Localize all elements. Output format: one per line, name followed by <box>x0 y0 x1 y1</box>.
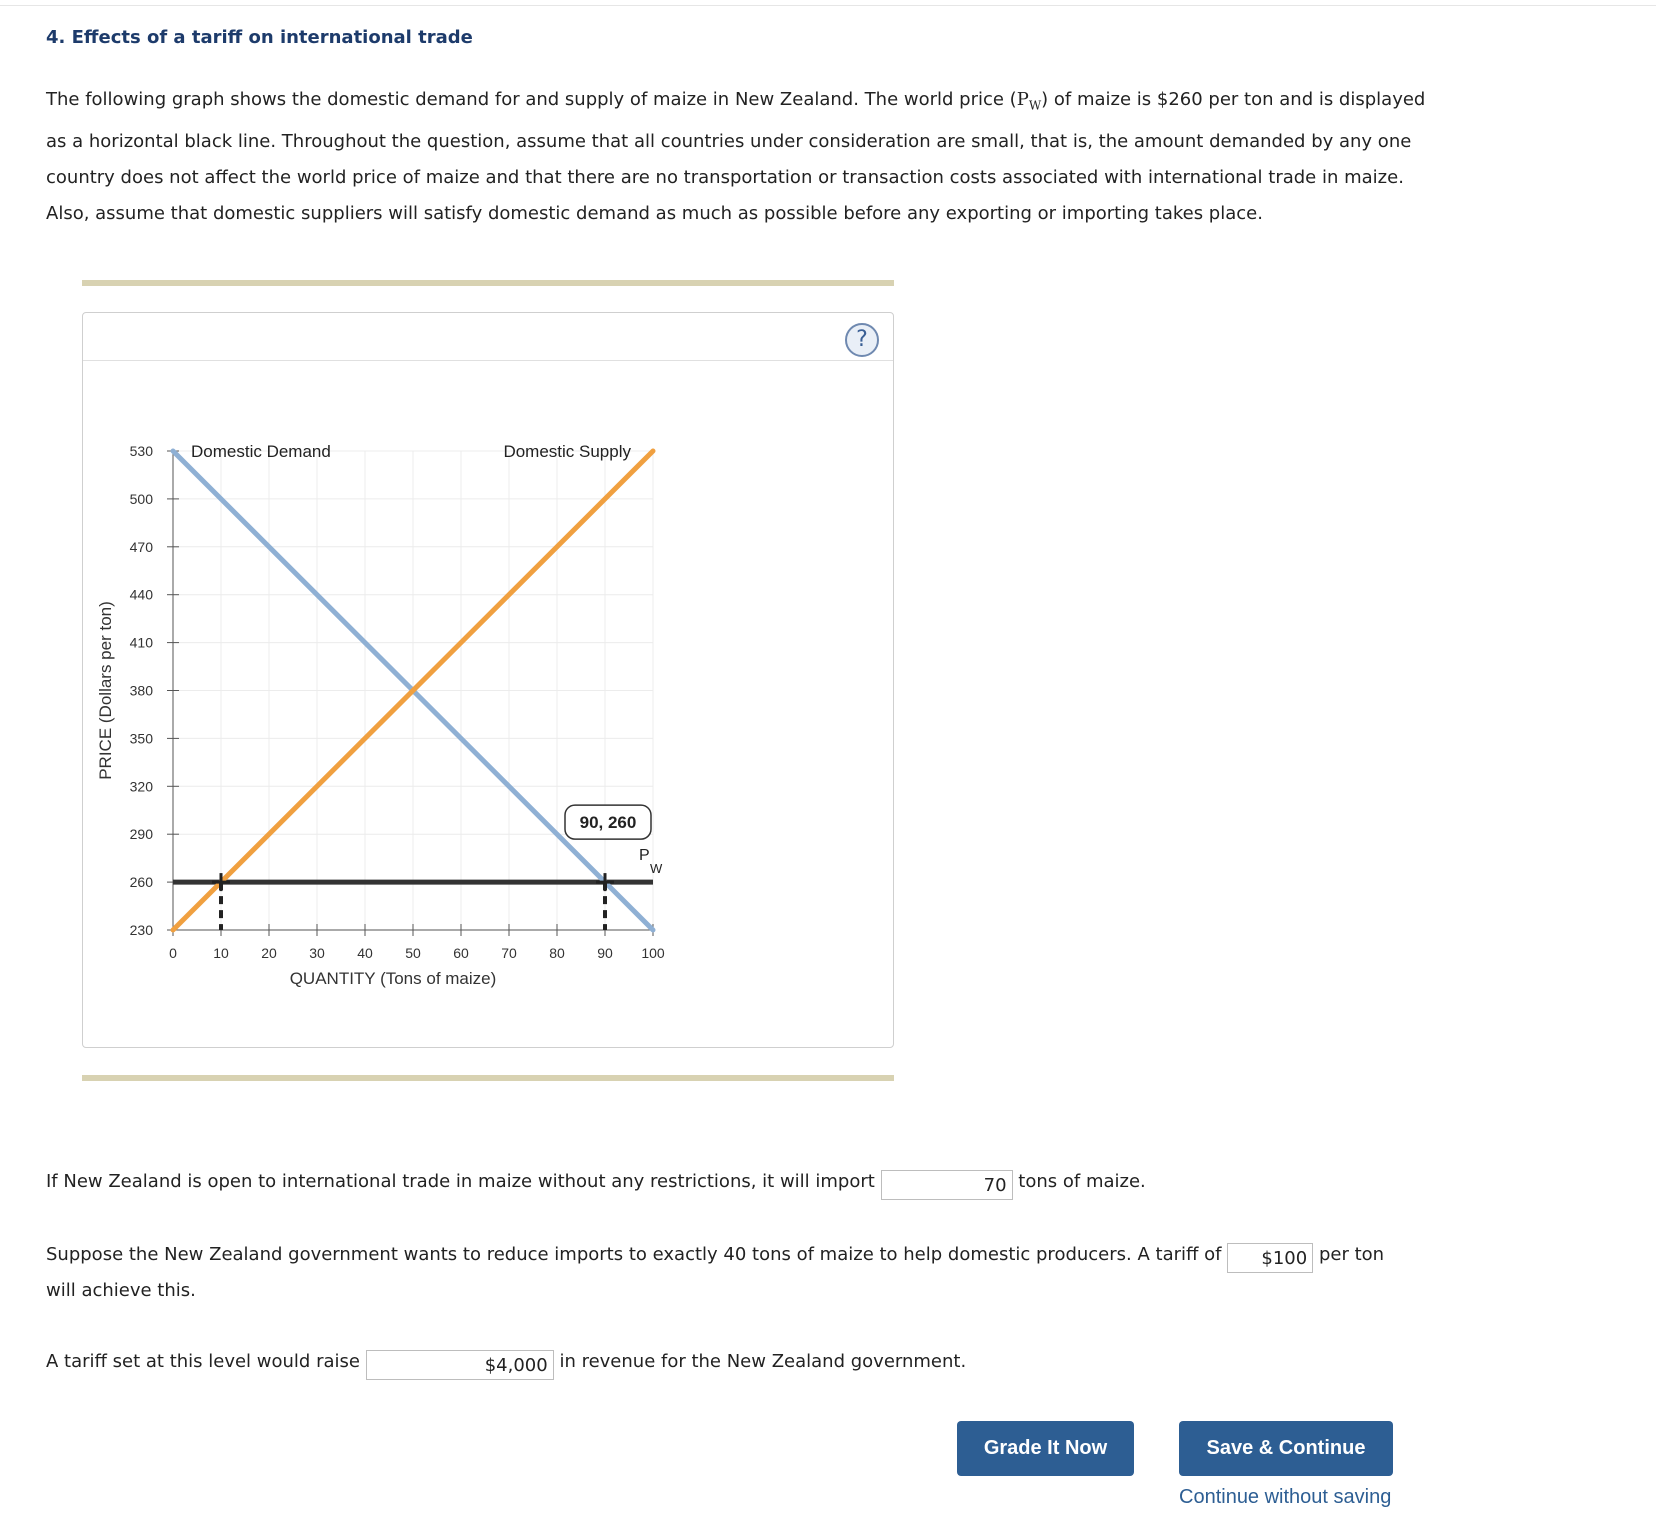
x-tick-label: 10 <box>213 945 229 961</box>
q1-text-after: tons of maize. <box>1018 1171 1146 1192</box>
q3-text-after: in revenue for the New Zealand government. <box>559 1351 967 1372</box>
intro-paragraph <box>46 82 1426 232</box>
intro-text-1: The following graph shows the domestic demand for and supply of maize in New Zealand. The world price ( <box>46 89 1017 110</box>
revenue-answer-field[interactable]: $4,000 <box>366 1350 554 1380</box>
question-title: 4. Effects of a tariff on international trade <box>46 27 473 48</box>
x-tick-label: 60 <box>453 945 469 961</box>
tariff-answer-field[interactable]: $100 <box>1227 1243 1313 1273</box>
x-tick-label: 0 <box>169 945 177 961</box>
question-2 <box>46 1237 1426 1309</box>
x-tick-label: 80 <box>549 945 565 961</box>
save-continue-button[interactable]: Save & Continue <box>1179 1421 1393 1476</box>
x-tick-label: 100 <box>641 945 665 961</box>
y-tick-label: 530 <box>129 443 153 459</box>
x-tick-label: 90 <box>597 945 613 961</box>
y-tick-label: 440 <box>129 586 153 603</box>
x-tick-label: 50 <box>405 945 421 961</box>
y-axis-title: PRICE (Dollars per ton) <box>96 601 115 780</box>
point-tooltip-text: 90, 260 <box>579 813 637 833</box>
graph-panel <box>82 312 894 1048</box>
world-price-label-p: P <box>639 847 650 864</box>
world-price-label-w: W <box>650 861 663 876</box>
q2-text-before: Suppose the New Zealand government wants to reduce imports to exactly 40 tons of maize to help domestic producers. A tariff of <box>46 1244 1222 1265</box>
y-tick-label: 410 <box>129 634 153 651</box>
top-divider <box>0 5 1656 6</box>
q2-text-cont: will achieve this. <box>46 1280 196 1301</box>
x-tick-label: 40 <box>357 945 373 961</box>
help-icon[interactable]: ? <box>845 323 879 357</box>
grade-it-now-button[interactable]: Grade It Now <box>957 1421 1134 1476</box>
imports-answer-field[interactable]: 70 <box>881 1170 1013 1200</box>
q3-text-before: A tariff set at this level would raise <box>46 1351 360 1372</box>
graph-bottom-bar <box>82 1075 894 1081</box>
y-tick-label: 320 <box>129 778 153 795</box>
question-3 <box>46 1344 966 1380</box>
world-price-symbol: $P_W$ <box>1016 89 1042 113</box>
x-tick-label: 70 <box>501 945 517 961</box>
y-tick-label: 260 <box>129 874 153 891</box>
y-tick-label: 230 <box>129 922 153 938</box>
continue-without-saving-link[interactable]: Continue without saving <box>1179 1486 1392 1508</box>
y-tick-label: 290 <box>129 826 153 843</box>
intro-text-2: ) of maize is $260 per ton and is displayed as a horizontal black line. Throughout the question, assume that all countries under consideration are small, that is, the amount demanded by any one country does not affect the world price of maize and that there are no transportation or transaction costs associated with international trade in maize. Also, assume that domestic suppliers will satisfy domestic demand as much as possible before any exporting or importing takes place. <box>46 89 1426 224</box>
y-tick-label: 500 <box>129 490 153 507</box>
y-tick-label: 350 <box>129 730 153 747</box>
graph-top-bar <box>82 280 894 286</box>
q2-text-after: per ton <box>1318 1244 1385 1265</box>
x-axis-title: QUANTITY (Tons of maize) <box>289 969 497 988</box>
demand-label: Domestic Demand <box>191 442 331 461</box>
question-1 <box>46 1164 1146 1200</box>
y-tick-label: 470 <box>129 538 153 555</box>
supply-label: Domestic Supply <box>503 442 631 461</box>
x-tick-label: 20 <box>261 945 277 961</box>
q1-text-before: If New Zealand is open to international trade in maize without any restrictions, it will import <box>46 1171 875 1192</box>
x-tick-label: 30 <box>309 945 325 961</box>
y-tick-label: 380 <box>129 682 153 699</box>
supply-demand-chart <box>83 313 893 1047</box>
